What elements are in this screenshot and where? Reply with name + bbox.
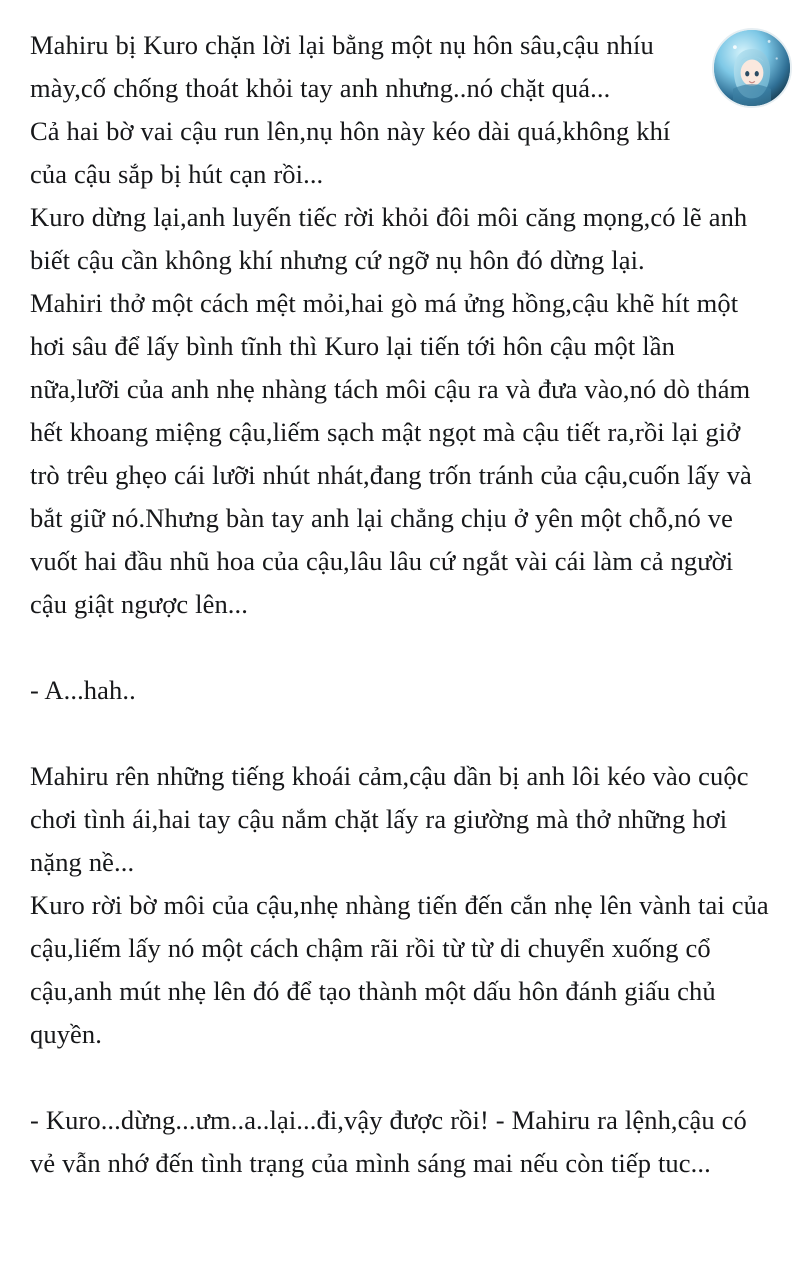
story-text (30, 24, 770, 1185)
paragraph-spacer (30, 1056, 770, 1099)
paragraph: Mahiru bị Kuro chặn lời lại bằng một nụ hôn sâu,cậu nhíu mày,cố chống thoát khỏi tay anh nhưng..nó chặt quá... (30, 30, 654, 103)
paragraph-spacer (30, 626, 770, 669)
paragraph: Kuro rời bờ môi của cậu,nhẹ nhàng tiến đến cắn nhẹ lên vành tai của cậu,liếm lấy nó một cách chậm rãi rồi từ từ di chuyển xuống cổ cậu,anh mút nhẹ lên đó để tạo thành một dấu hôn đánh giấu chủ quyền. (30, 890, 769, 1049)
paragraph-dialogue: - A...hah.. (30, 675, 136, 705)
paragraph-dialogue: - Kuro...dừng...ưm..a..lại...đi,vậy được rồi! - Mahiru ra lệnh,cậu có vẻ vẫn nhớ đến tình trạng của mình sáng mai nếu còn tiếp tuc... (30, 1105, 747, 1178)
paragraph: Cả hai bờ vai cậu run lên,nụ hôn này kéo dài quá,không khí của cậu sắp bị hút cạn rồi... (30, 116, 671, 189)
paragraph: Kuro dừng lại,anh luyến tiếc rời khỏi đôi môi căng mọng,có lẽ anh biết cậu cần không khí nhưng cứ ngỡ nụ hôn đó dừng lại. (30, 202, 748, 275)
paragraph: Mahiru rên những tiếng khoái cảm,cậu dần bị anh lôi kéo vào cuộc chơi tình ái,hai tay cậu nắm chặt lấy ra giường mà thở những hơi nặng nề... (30, 761, 749, 877)
user-avatar[interactable] (712, 28, 792, 108)
paragraph-spacer (30, 712, 770, 755)
avatar-illustration (714, 30, 790, 106)
paragraph: Mahiri thở một cách mệt mỏi,hai gò má ửng hồng,cậu khẽ hít một hơi sâu để lấy bình tĩnh thì Kuro lại tiến tới hôn cậu một lần nữa,lưỡi của anh nhẹ nhàng tách môi cậu ra và đưa vào,nó dò thám hết khoang miệng cậu,liếm sạch mật ngọt mà cậu tiết ra,rồi lại giở trò trêu ghẹo cái lưỡi nhút nhát,đang trốn tránh của cậu,cuốn lấy và bắt giữ nó.Nhưng bàn tay anh lại chẳng chịu ở yên một chỗ,nó ve vuốt hai đầu nhũ hoa của cậu,lâu lâu cứ ngắt vài cái làm cả người cậu giật ngược lên... (30, 288, 752, 619)
